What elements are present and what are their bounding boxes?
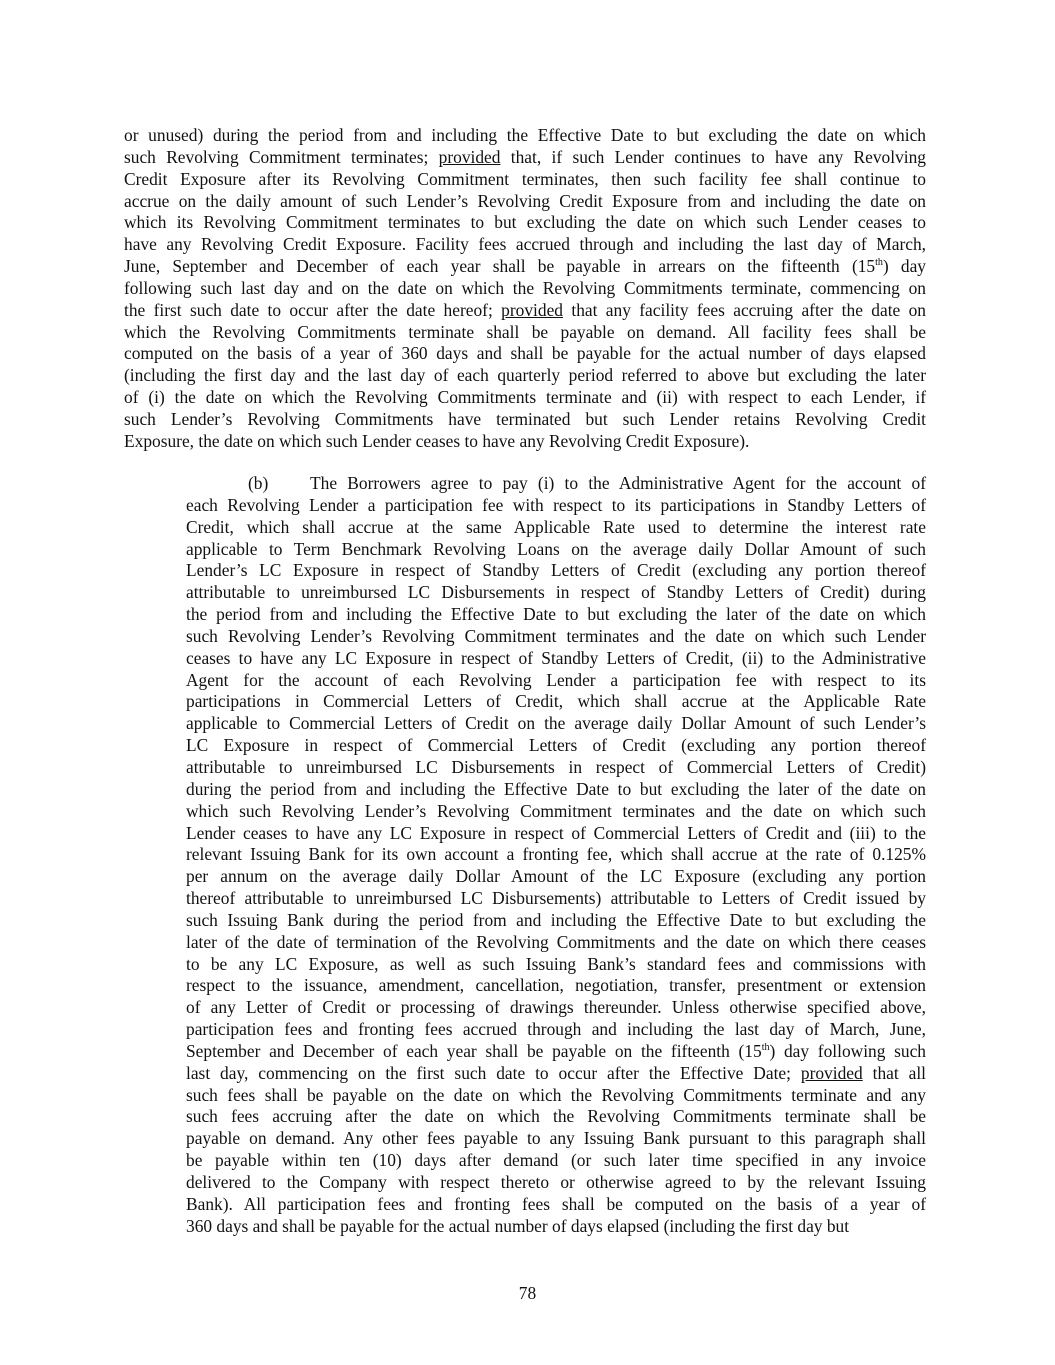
- text-line: thereof attributable to unreimbursed LC Disbursements) attributable to Letters of Credit issued by: [186, 888, 926, 909]
- ordinal-superscript: th: [875, 257, 883, 269]
- text-line: [186, 1063, 926, 1085]
- text-line: applicable to Commercial Letters of Credit on the average daily Dollar Amount of such Lender’s: [186, 713, 926, 734]
- text-line: which such Revolving Lender’s Revolving Commitment terminates and the date on which such: [186, 800, 926, 821]
- text-line: or unused) during the period from and including the Effective Date to but excluding the date on which: [124, 125, 926, 145]
- text-segment: that, if such Lender continues to have any Revolving: [500, 146, 927, 167]
- text-line: computed on the basis of a year of 360 days and shall be payable for the actual number of days elapsed: [124, 343, 926, 364]
- text-line: Lender ceases to have any LC Exposure in respect of Commercial Letters of Credit and (iii) to the: [186, 822, 926, 843]
- text-segment: that all: [862, 1062, 926, 1083]
- text-segment: that any facility fees accruing after the date on: [563, 299, 926, 320]
- text-line: [124, 256, 926, 278]
- text-line: ceases to have any LC Exposure in respect of Standby Letters of Credit, (ii) to the Administrative: [186, 647, 926, 668]
- text-line: Agent for the account of each Revolving Lender a participation fee with respect to its: [186, 669, 926, 690]
- paragraph-b-first-line: [186, 473, 926, 495]
- paragraph-b-participation-fees: [186, 473, 926, 1238]
- text-line: have any Revolving Credit Exposure. Facility fees accrued through and including the last day of March,: [124, 234, 926, 255]
- text-line: relevant Issuing Bank for its own account a fronting fee, which shall accrue at the rate of 0.125%: [186, 844, 926, 865]
- paragraph-label: (b): [248, 473, 269, 493]
- ordinal-superscript: th: [761, 1042, 770, 1054]
- text-segment: September and December of each year shall be payable on the fifteenth (15: [186, 1040, 762, 1061]
- text-line: following such last day and on the date on which the Revolving Commitments terminate, commencing on: [124, 277, 926, 298]
- text-line: accrue on the daily amount of such Lender’s Revolving Credit Exposure from and including the date on: [124, 190, 926, 211]
- text-line: participations in Commercial Letters of Credit, which shall accrue at the Applicable Rate: [186, 691, 926, 712]
- text-line: such Revolving Lender’s Revolving Commitment terminates and the date on which such Lender: [186, 625, 926, 646]
- text-line: of (i) the date on which the Revolving Commitments terminate and (ii) with respect to each Lender, if: [124, 387, 926, 408]
- text-line: be payable within ten (10) days after demand (or such later time specified in any invoice: [186, 1150, 926, 1171]
- text-line: participation fees and fronting fees accrued through and including the last day of March, June,: [186, 1019, 926, 1040]
- text-line: Credit Exposure after its Revolving Commitment terminates, then such facility fee shall continue to: [124, 168, 926, 189]
- text-segment: last day, commencing on the first such date to occur after the Effective Date;: [186, 1062, 801, 1083]
- paragraph-facility-fees: [124, 125, 926, 453]
- text-line: Bank). All participation fees and fronting fees shall be computed on the basis of a year of: [186, 1193, 926, 1214]
- text-line: such Issuing Bank during the period from and including the Effective Date to but excluding the: [186, 909, 926, 930]
- text-line: (including the first day and the last day of each quarterly period referred to above but excluding the later: [124, 365, 926, 386]
- text-line: delivered to the Company with respect thereto or otherwise agreed to by the relevant Issuing: [186, 1172, 926, 1192]
- text-line: [124, 147, 926, 169]
- text-line: per annum on the average daily Dollar Amount of the LC Exposure (excluding any portion: [186, 866, 926, 887]
- text-line: each Revolving Lender a participation fee with respect to its participations in Standby Letters of: [186, 494, 926, 515]
- text-line: Exposure, the date on which such Lender ceases to have any Revolving Credit Exposure).: [124, 430, 750, 451]
- text-line: attributable to unreimbursed LC Disbursements in respect of Standby Letters of Credit) during: [186, 582, 926, 603]
- text-line: Lender’s LC Exposure in respect of Standby Letters of Credit (excluding any portion thereof: [186, 560, 926, 581]
- text-line: respect to the issuance, amendment, cancellation, negotiation, transfer, presentment or extension: [186, 975, 926, 996]
- text-line: during the period from and including the Effective Date to but excluding the later of the date on: [186, 778, 926, 799]
- text-line: which the Revolving Commitments terminate shall be payable on demand. All facility fees shall be: [124, 321, 926, 342]
- text-segment: ) day: [882, 256, 926, 277]
- text-line: Credit, which shall accrue at the same Applicable Rate used to determine the interest rate: [186, 516, 926, 537]
- paragraph-b-first-line-text: The Borrowers agree to pay (i) to the Administrative Agent for the account of: [310, 473, 926, 493]
- underlined-term: provided: [438, 146, 501, 167]
- page-number: 78: [518, 1283, 537, 1303]
- text-line: later of the date of termination of the Revolving Commitments and the date on which there ceases: [186, 931, 926, 952]
- text-line: applicable to Term Benchmark Revolving Loans on the average daily Dollar Amount of such: [186, 538, 926, 559]
- text-line: the period from and including the Effective Date to but excluding the later of the date on which: [186, 604, 926, 625]
- text-line: 360 days and shall be payable for the actual number of days elapsed (including the first day but: [186, 1215, 850, 1236]
- text-line: payable on demand. Any other fees payable to any Issuing Bank pursuant to this paragraph shall: [186, 1128, 926, 1149]
- text-line: LC Exposure in respect of Commercial Letters of Credit (excluding any portion thereof: [186, 735, 926, 756]
- text-line: such fees accruing after the date on which the Revolving Commitments terminate shall be: [186, 1106, 926, 1127]
- text-line: which its Revolving Commitment terminates to but excluding the date on which such Lender ceases to: [124, 212, 926, 233]
- text-line: such Lender’s Revolving Commitments have terminated but such Lender retains Revolving Credit: [124, 408, 926, 429]
- text-line: of any Letter of Credit or processing of drawings thereunder. Unless otherwise specified above,: [186, 997, 926, 1018]
- text-segment: ) day following such: [769, 1040, 927, 1061]
- underlined-term: provided: [501, 299, 563, 320]
- text-line: [186, 1041, 926, 1063]
- text-line: such fees shall be payable on the date on which the Revolving Commitments terminate and any: [186, 1084, 926, 1105]
- text-line: to be any LC Exposure, as well as such Issuing Bank’s standard fees and commissions with: [186, 953, 926, 974]
- text-segment: June, September and December of each year shall be payable in arrears on the fifteenth (15: [124, 256, 876, 277]
- text-segment: such Revolving Commitment terminates;: [124, 146, 439, 167]
- text-line: attributable to unreimbursed LC Disbursements in respect of Commercial Letters of Credit): [186, 756, 926, 777]
- underlined-term: provided: [800, 1062, 863, 1083]
- text-line: [124, 300, 926, 322]
- text-segment: the first such date to occur after the date hereof;: [124, 299, 502, 320]
